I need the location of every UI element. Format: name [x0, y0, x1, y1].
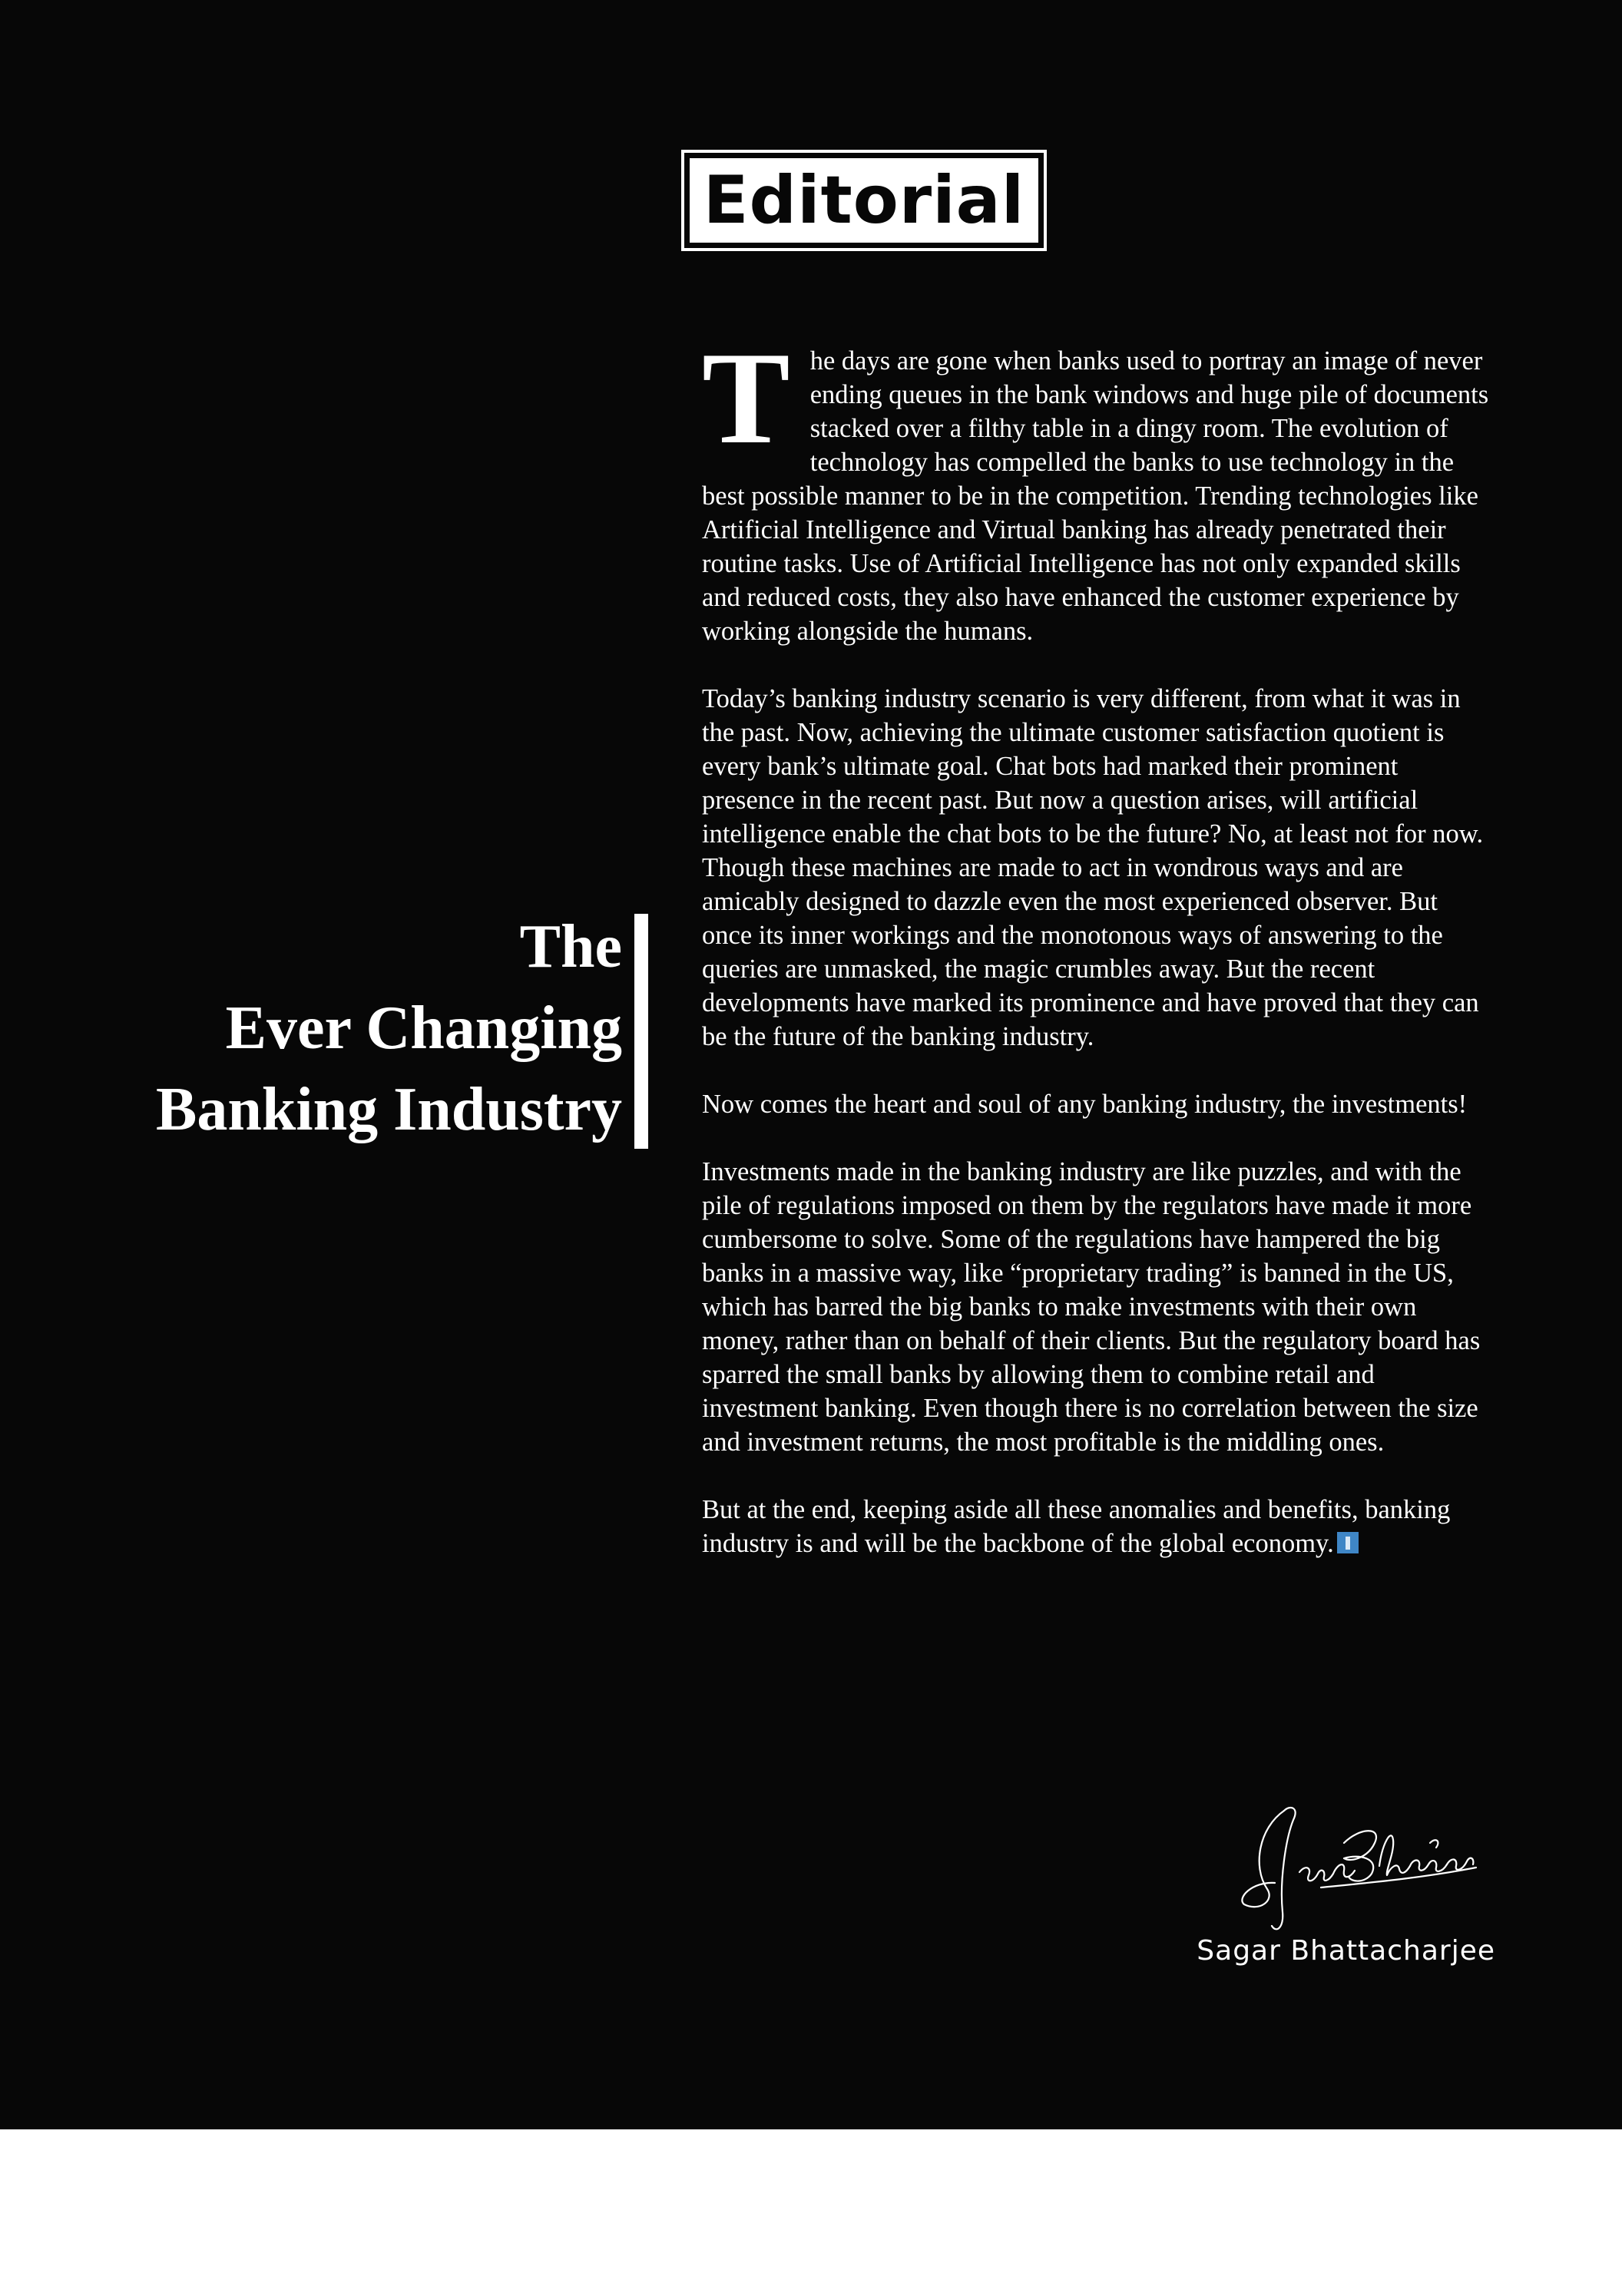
article-paragraph-2: Today’s banking industry scenario is very different, from what it was in the past. Now, achieving the ultimate customer satisfaction quotient is every bank’s ultimate goal. Chat bots had marked their prominent presence in the recent past. But now a question arises, will artificial intelligence enable the chat bots to be the future? No, at least not for now. Though these machines are made to act in wondrous ways and are amicably designed to dazzle even the most experienced observer. But once its inner workings and the monotonous ways of answering to the queries are unmasked, the magic crumbles away. But the recent developments have marked its prominence and have proved that they can be the future of the banking industry.: [702, 684, 1484, 1051]
drop-cap: T: [702, 326, 790, 471]
headline-line-2: Ever Changing: [225, 994, 622, 1062]
page-bottom-margin: [0, 2129, 1622, 2296]
article-body: [702, 326, 1493, 1594]
editorial-masthead: [681, 150, 1047, 251]
article-paragraph-3: Now comes the heart and soul of any banking industry, the investments!: [702, 1090, 1468, 1119]
article-paragraph-5: [702, 1493, 1493, 1560]
article-paragraph-1: [702, 326, 1493, 648]
headline-line-3: Banking Industry: [156, 1076, 622, 1143]
masthead-title: Editorial: [703, 162, 1025, 239]
article-headline: [69, 906, 622, 1150]
article-paragraph-4: Investments made in the banking industry are like puzzles, and with the pile of regulations imposed on them by the regulators have made it more cumbersome to solve. Some of the regulations have hampered the big banks in a massive way, like “proprietary trading” is banned in the US, which has barred the big banks to make investments with their own money, rather than on behalf of their clients. But the regulatory board has sparred the small banks by allowing them to combine retail and investment banking. Even though there is no correlation between the size and investment returns, the most profitable is the middling ones.: [702, 1157, 1481, 1457]
author-name: Sagar Bhattacharjee: [1197, 1935, 1495, 1967]
paragraph-5-text: But at the end, keeping aside all these anomalies and benefits, banking industry is and will be the backbone of the global economy.: [702, 1495, 1451, 1558]
info-square-icon: [1337, 1532, 1359, 1553]
headline-line-1: The: [519, 913, 622, 981]
author-signature: [1229, 1797, 1482, 1943]
masthead-box: [690, 158, 1038, 243]
headline-divider-bar: [634, 914, 648, 1149]
paragraph-1-text: he days are gone when banks used to portray an image of never ending queues in the bank windows and huge pile of documents stacked over a filthy table in a dingy room. The evolution of technology has compelled the banks to use technology in the best possible manner to be in the competition. Trending technologies like Artificial Intelligence and Virtual banking has already penetrated their routine tasks. Use of Artificial Intelligence has not only expanded skills and reduced costs, they also have enhanced the customer experience by working alongside the humans.: [702, 346, 1489, 646]
